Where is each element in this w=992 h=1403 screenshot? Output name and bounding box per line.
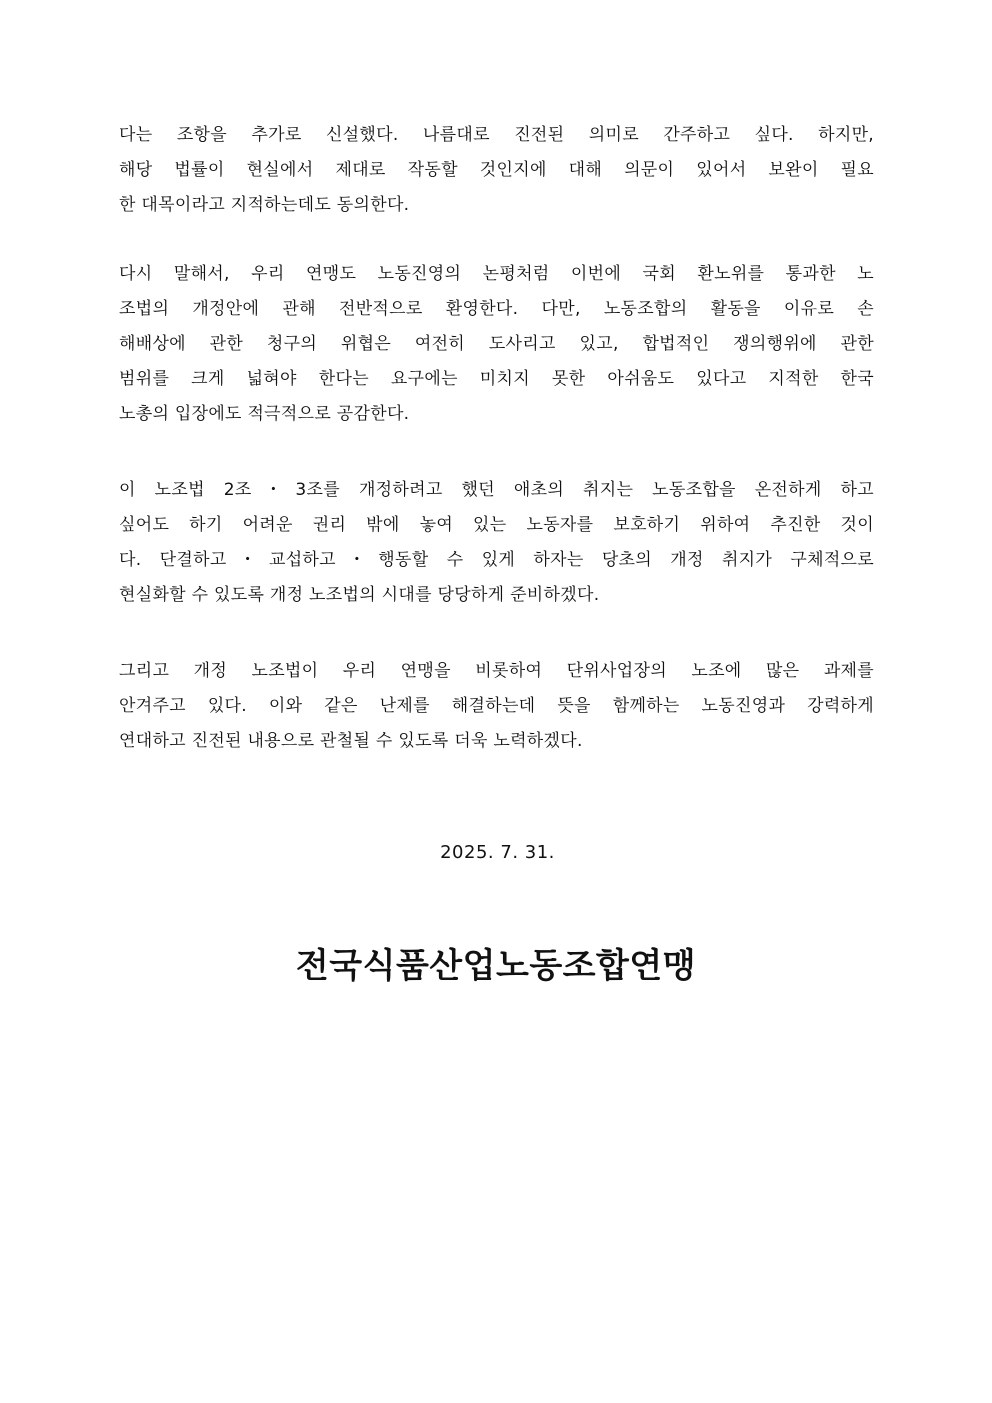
paragraph-line: 다는 조항을 추가로 신설했다. 나름대로 진전된 의미로 간주하고 싶다. 하지만, (119, 125, 874, 145)
paragraph-line: 이 노조법 2조・3조를 개정하려고 했던 애초의 취지는 노동조합을 온전하게 하고 (119, 480, 874, 500)
paragraph-3 (119, 473, 874, 613)
organization-name: 전국식품산업노동조합연맹 (295, 946, 697, 986)
paragraph-2 (119, 257, 874, 432)
paragraph-line: 다시 말해서, 우리 연맹도 노동진영의 논평처럼 이번에 국회 환노위를 통과한 노 (119, 264, 874, 284)
paragraph-line: 해배상에 관한 청구의 위협은 여전히 도사리고 있고, 합법적인 쟁의행위에 관한 (119, 334, 874, 354)
paragraph-line: 범위를 크게 넓혀야 한다는 요구에는 미치지 못한 아쉬움도 있다고 지적한 한국 (119, 369, 874, 389)
paragraph-line: 현실화할 수 있도록 개정 노조법의 시대를 당당하게 준비하겠다. (119, 585, 600, 605)
paragraph-line: 안겨주고 있다. 이와 같은 난제를 해결하는데 뜻을 함께하는 노동진영과 강력하게 (119, 696, 874, 716)
paragraph-line: 다. 단결하고・교섭하고・행동할 수 있게 하자는 당초의 개정 취지가 구체적으로 (119, 550, 874, 570)
paragraph-line: 연대하고 진전된 내용으로 관철될 수 있도록 더욱 노력하겠다. (119, 731, 583, 751)
paragraph-4 (119, 654, 874, 759)
paragraph-line: 한 대목이라고 지적하는데도 동의한다. (119, 195, 410, 215)
paragraph-line: 싶어도 하기 어려운 권리 밖에 놓여 있는 노동자를 보호하기 위하여 추진한 것이 (119, 515, 874, 535)
paragraph-line: 그리고 개정 노조법이 우리 연맹을 비롯하여 단위사업장의 노조에 많은 과제를 (119, 661, 874, 681)
paragraph-line: 노총의 입장에도 적극적으로 공감한다. (119, 404, 410, 424)
paragraph-line: 조법의 개정안에 관해 전반적으로 환영한다. 다만, 노동조합의 활동을 이유로 손 (119, 299, 874, 319)
document-date: 2025. 7. 31. (440, 842, 555, 863)
paragraph-1 (119, 118, 874, 223)
paragraph-line: 해당 법률이 현실에서 제대로 작동할 것인지에 대해 의문이 있어서 보완이 필요 (119, 160, 874, 180)
